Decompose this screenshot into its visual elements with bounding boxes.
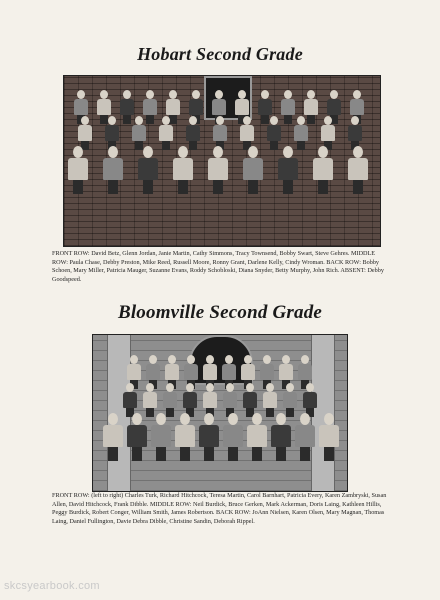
student-body [165, 364, 179, 380]
student-figure [348, 146, 368, 194]
student-body [199, 425, 219, 447]
student-figure [247, 413, 267, 461]
student-head [351, 116, 359, 125]
student-body [279, 364, 293, 380]
student-figure [267, 116, 281, 150]
student-figure [271, 413, 291, 461]
student-legs [270, 141, 278, 150]
student-body [68, 158, 88, 180]
student-body [103, 425, 123, 447]
student-legs [123, 115, 131, 124]
student-head [108, 413, 118, 425]
student-figure [173, 146, 193, 194]
student-legs [248, 180, 258, 194]
student-figure [243, 383, 257, 417]
student-body [203, 364, 217, 380]
student-head [206, 383, 214, 392]
student-legs [204, 447, 214, 461]
student-body [267, 125, 281, 141]
student-head [166, 383, 174, 392]
student-body [247, 425, 267, 447]
student-head [216, 116, 224, 125]
student-body [138, 158, 158, 180]
student-legs [300, 447, 310, 461]
student-head [143, 146, 153, 158]
student-body [123, 392, 137, 408]
student-head [261, 90, 269, 99]
student-legs [353, 180, 363, 194]
student-head [243, 116, 251, 125]
student-body [208, 158, 228, 180]
student-figure [159, 116, 173, 150]
student-figure [223, 413, 243, 461]
student-body [235, 99, 249, 115]
student-head [178, 146, 188, 158]
student-body [189, 99, 203, 115]
student-head [132, 413, 142, 425]
student-head [307, 90, 315, 99]
student-figure [303, 383, 317, 417]
student-head [225, 355, 233, 364]
student-figure [103, 146, 123, 194]
student-figure [105, 116, 119, 150]
student-head [108, 146, 118, 158]
student-figure [319, 413, 339, 461]
student-body [173, 158, 193, 180]
section-title-hobart: Hobart Second Grade [137, 44, 303, 64]
student-body [350, 99, 364, 115]
student-figure [348, 116, 362, 150]
student-body [127, 364, 141, 380]
student-head [353, 146, 363, 158]
student-body [243, 392, 257, 408]
student-body [74, 99, 88, 115]
student-legs [276, 447, 286, 461]
student-body [271, 425, 291, 447]
student-head [270, 116, 278, 125]
student-figure [313, 146, 333, 194]
caption-bloomville: FRONT ROW: (left to right) Charles Turk, Richard Hitchcock, Teresa Martin, Carol Barnhart, Patricia Every, Karen Zambryski, Susan Allen, David Hitchcock, Frank Dibble. MIDDLE ROW: Neil Burdick, Bruce Gerken, Mark Ackerman, Doris Laing, Kathleen Hillis, Peggy Burdick, Robert Conger, William Smith, James Robertson. BACK ROW: JoAnn Nielsen, Karen Olsen, Mary Magnan, Thomas Laing, Daniel Fullington, Davie Debra Dibble, Christine Sandin, Deborah Rippel. [52, 492, 387, 525]
student-head [244, 355, 252, 364]
student-head [266, 383, 274, 392]
student-body [97, 99, 111, 115]
student-head [168, 355, 176, 364]
student-body [120, 99, 134, 115]
student-figure [127, 413, 147, 461]
student-body [223, 392, 237, 408]
student-body [184, 364, 198, 380]
student-head [162, 116, 170, 125]
student-body [222, 364, 236, 380]
student-head [130, 355, 138, 364]
student-legs [324, 447, 334, 461]
student-body [294, 125, 308, 141]
student-head [283, 146, 293, 158]
student-head [286, 383, 294, 392]
student-figure [78, 116, 92, 150]
student-head [146, 383, 154, 392]
student-head [187, 355, 195, 364]
student-body [304, 99, 318, 115]
student-head [77, 90, 85, 99]
student-head [324, 413, 334, 425]
student-legs [318, 180, 328, 194]
student-body [159, 125, 173, 141]
student-head [180, 413, 190, 425]
student-figure [103, 413, 123, 461]
student-body [260, 364, 274, 380]
student-head [248, 146, 258, 158]
student-body [132, 125, 146, 141]
student-body [127, 425, 147, 447]
student-body [183, 392, 197, 408]
student-body [223, 425, 243, 447]
student-figure [163, 383, 177, 417]
student-head [228, 413, 238, 425]
student-figure [263, 383, 277, 417]
student-head [186, 383, 194, 392]
class-photo-hobart [63, 75, 381, 247]
student-body [175, 425, 195, 447]
student-body [212, 99, 226, 115]
student-figure [321, 116, 335, 150]
student-head [330, 90, 338, 99]
student-head [156, 413, 166, 425]
student-head [169, 90, 177, 99]
student-head [318, 146, 328, 158]
student-figure [123, 383, 137, 417]
student-figure [278, 146, 298, 194]
student-figure [240, 116, 254, 150]
student-figure [199, 413, 219, 461]
class-photo-bloomville [92, 334, 348, 492]
student-head [81, 116, 89, 125]
student-head [189, 116, 197, 125]
student-head [126, 383, 134, 392]
student-head [252, 413, 262, 425]
student-legs [178, 180, 188, 194]
student-body [105, 125, 119, 141]
student-legs [132, 447, 142, 461]
student-figure [281, 90, 295, 124]
student-body [103, 158, 123, 180]
student-figure [151, 413, 171, 461]
student-legs [213, 180, 223, 194]
student-body [203, 392, 217, 408]
student-head [206, 355, 214, 364]
student-body [258, 99, 272, 115]
student-body [143, 392, 157, 408]
student-head [135, 116, 143, 125]
caption-hobart: FRONT ROW: David Betz, Glenn Jordan, Janie Martin, Cathy Simmons, Tracy Townsend, Bobby Swart, Steve Gehres. MIDDLE ROW: Paula Chase, Debby Preston, Mike Reed, Russell Moore, Ronny Grant, Darlene Kelly, Cindy Wroman. BACK ROW: Bobby Schoen, Mary Miller, Patricia Mauger, Suzanne Evans, Roddy Schobloski, Diana Snyder, Betty Murphy, John Rich. ABSENT: Debby Goodspeed. [52, 250, 384, 283]
student-legs [156, 447, 166, 461]
student-body [163, 392, 177, 408]
student-head [300, 413, 310, 425]
student-head [73, 146, 83, 158]
student-head [324, 116, 332, 125]
student-figure [138, 146, 158, 194]
student-legs [252, 447, 262, 461]
student-head [246, 383, 254, 392]
student-head [226, 383, 234, 392]
student-body [283, 392, 297, 408]
student-legs [180, 447, 190, 461]
student-head [149, 355, 157, 364]
student-head [192, 90, 200, 99]
student-body [143, 99, 157, 115]
student-legs [162, 141, 170, 150]
student-figure [68, 146, 88, 194]
student-legs [307, 115, 315, 124]
student-legs [283, 180, 293, 194]
student-body [263, 392, 277, 408]
student-figure [143, 383, 157, 417]
student-body [166, 99, 180, 115]
student-legs [143, 180, 153, 194]
student-head [100, 90, 108, 99]
student-head [306, 383, 314, 392]
student-head [215, 90, 223, 99]
student-head [353, 90, 361, 99]
student-legs [284, 115, 292, 124]
student-figure [175, 413, 195, 461]
student-body [151, 425, 171, 447]
student-head [263, 355, 271, 364]
student-head [213, 146, 223, 158]
student-body [348, 125, 362, 141]
student-body [298, 364, 312, 380]
student-legs [108, 180, 118, 194]
student-figure [183, 383, 197, 417]
student-figure [186, 116, 200, 150]
section-title-bloomville: Bloomville Second Grade [117, 302, 323, 323]
student-head [123, 90, 131, 99]
student-figure [203, 383, 217, 417]
student-body [321, 125, 335, 141]
student-head [204, 413, 214, 425]
student-body [313, 158, 333, 180]
student-figure [243, 146, 263, 194]
student-head [282, 355, 290, 364]
student-body [278, 158, 298, 180]
student-head [108, 116, 116, 125]
student-figure [132, 116, 146, 150]
watermark-text: skcsyearbook.com [4, 580, 100, 592]
student-figure [213, 116, 227, 150]
student-figure [283, 383, 297, 417]
student-head [301, 355, 309, 364]
student-head [146, 90, 154, 99]
student-body [186, 125, 200, 141]
student-body [295, 425, 315, 447]
student-body [213, 125, 227, 141]
student-body [243, 158, 263, 180]
student-legs [228, 447, 238, 461]
student-body [78, 125, 92, 141]
student-legs [146, 115, 154, 124]
student-figure [294, 116, 308, 150]
student-legs [108, 447, 118, 461]
student-body [327, 99, 341, 115]
student-head [238, 90, 246, 99]
student-body [303, 392, 317, 408]
student-figure [295, 413, 315, 461]
student-body [319, 425, 339, 447]
student-legs [297, 141, 305, 150]
student-legs [73, 180, 83, 194]
student-body [146, 364, 160, 380]
student-body [240, 125, 254, 141]
student-figure [223, 383, 237, 417]
student-head [284, 90, 292, 99]
student-head [276, 413, 286, 425]
student-figure [208, 146, 228, 194]
student-body [241, 364, 255, 380]
student-body [348, 158, 368, 180]
student-head [297, 116, 305, 125]
student-body [281, 99, 295, 115]
